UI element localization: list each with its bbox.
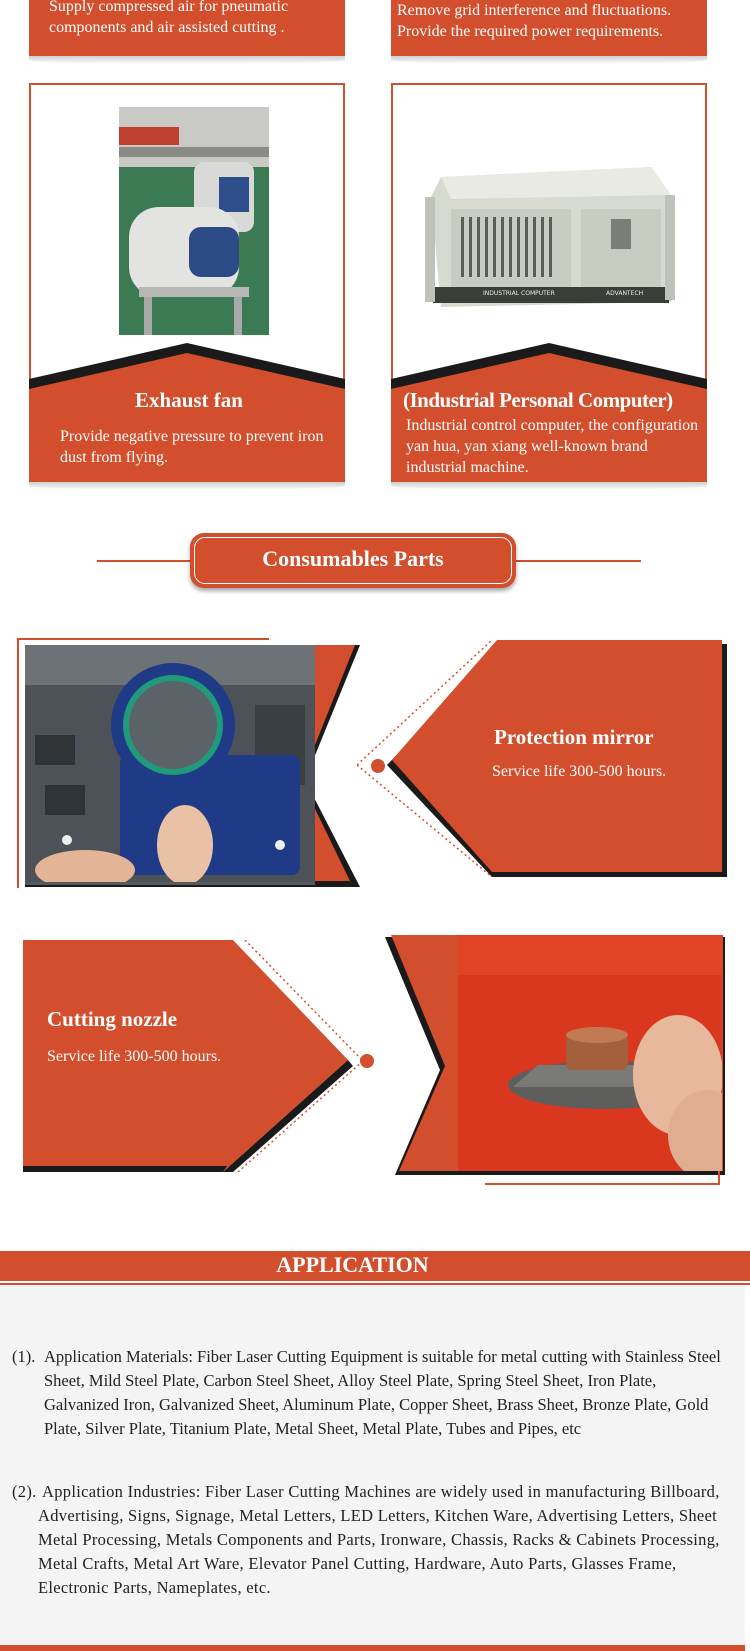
card-shadow [391,56,707,64]
industrial-computer-card [391,83,707,482]
application-heading-underline [0,1283,750,1285]
air-compressor-card-footer [29,0,345,56]
application-item-marker: (1). [12,1347,36,1366]
industrial-computer-photo [421,157,679,309]
heading-rule-right [515,560,641,562]
application-heading: APPLICATION [276,1252,429,1277]
cutting-nozzle-title: Cutting nozzle [47,1007,178,1031]
consumables-heading-badge [190,533,516,588]
mirror-frame-line-left [17,638,19,888]
air-compressor-description: Supply compressed air for pneumatic components and air assisted cutting . [49,0,289,36]
cutting-nozzle-photo [458,935,722,1171]
mirror-text-panel [357,640,727,877]
voltage-stabilizer-description: Remove grid interference and fluctuations. Provide the required power requirements. [397,2,672,40]
application-item-text: Application Materials: Fiber Laser Cutting Equipment is suitable for metal cutting with Stainless Steel Sheet, Mild Steel Plate, Carbon Steel Sheet, Alloy Steel Plate, Spring Steel Sheet, Iron Plate, Galvanized Iron, Galvanized Sheet, Aluminum Plate, Copper Sheet, Brass Sheet, Bronze Plate, Gold Plate, Silver Plate, Titanium Plate, Metal Sheet, Metal Plate, Tubes and Pipes, etc [44,1347,721,1438]
exhaust-fan-photo [119,107,269,335]
application-item-materials [12,1345,727,1441]
heading-rule-left [97,560,192,562]
protection-mirror-title: Protection mirror [494,725,654,749]
card-shadow [391,482,707,490]
consumables-heading: Consumables Parts [262,546,444,571]
exhaust-fan-card [29,83,345,482]
protection-mirror-description: Service life 300-500 hours. [492,763,667,780]
application-item-marker: (2). [12,1482,37,1501]
ipc-brand-label: ADVANTECH [606,290,644,297]
application-item-industries [12,1480,727,1600]
bottom-accent-bar [0,1645,745,1651]
industrial-computer-description: Industrial control computer, the configuration yan hua, yan xiang well-known brand industrial machine. [406,417,699,476]
protection-mirror-photo [25,645,315,882]
ipc-panel-label: INDUSTRIAL COMPUTER [483,290,555,297]
application-heading-bar [0,1251,750,1281]
card-shadow [29,56,345,64]
application-item-text: Application Industries: Fiber Laser Cutting Machines are widely used in manufacturing Billboard, Advertising, Signs, Signage, Metal Letters, LED Letters, Kitchen Ware, Advertising Letters, Sheet Metal Processing, Metals Components and Parts, Ironware, Chassis, Racks & Cabinets Processing, Metal Crafts, Metal Art Ware, Elevator Panel Cutting, Hardware, Auto Parts, Glasses Frame, Electronic Parts, Nameplates, etc. [38,1482,720,1597]
mirror-frame-line-top [17,638,269,640]
voltage-stabilizer-card-footer [391,0,707,56]
card-shadow [29,482,345,490]
exhaust-fan-title: Exhaust fan [135,388,243,412]
industrial-computer-title: (Industrial Personal Computer) [403,388,673,412]
cutting-nozzle-description: Service life 300-500 hours. [47,1048,222,1065]
exhaust-fan-description: Provide negative pressure to prevent iron dust from flying. [60,428,324,466]
